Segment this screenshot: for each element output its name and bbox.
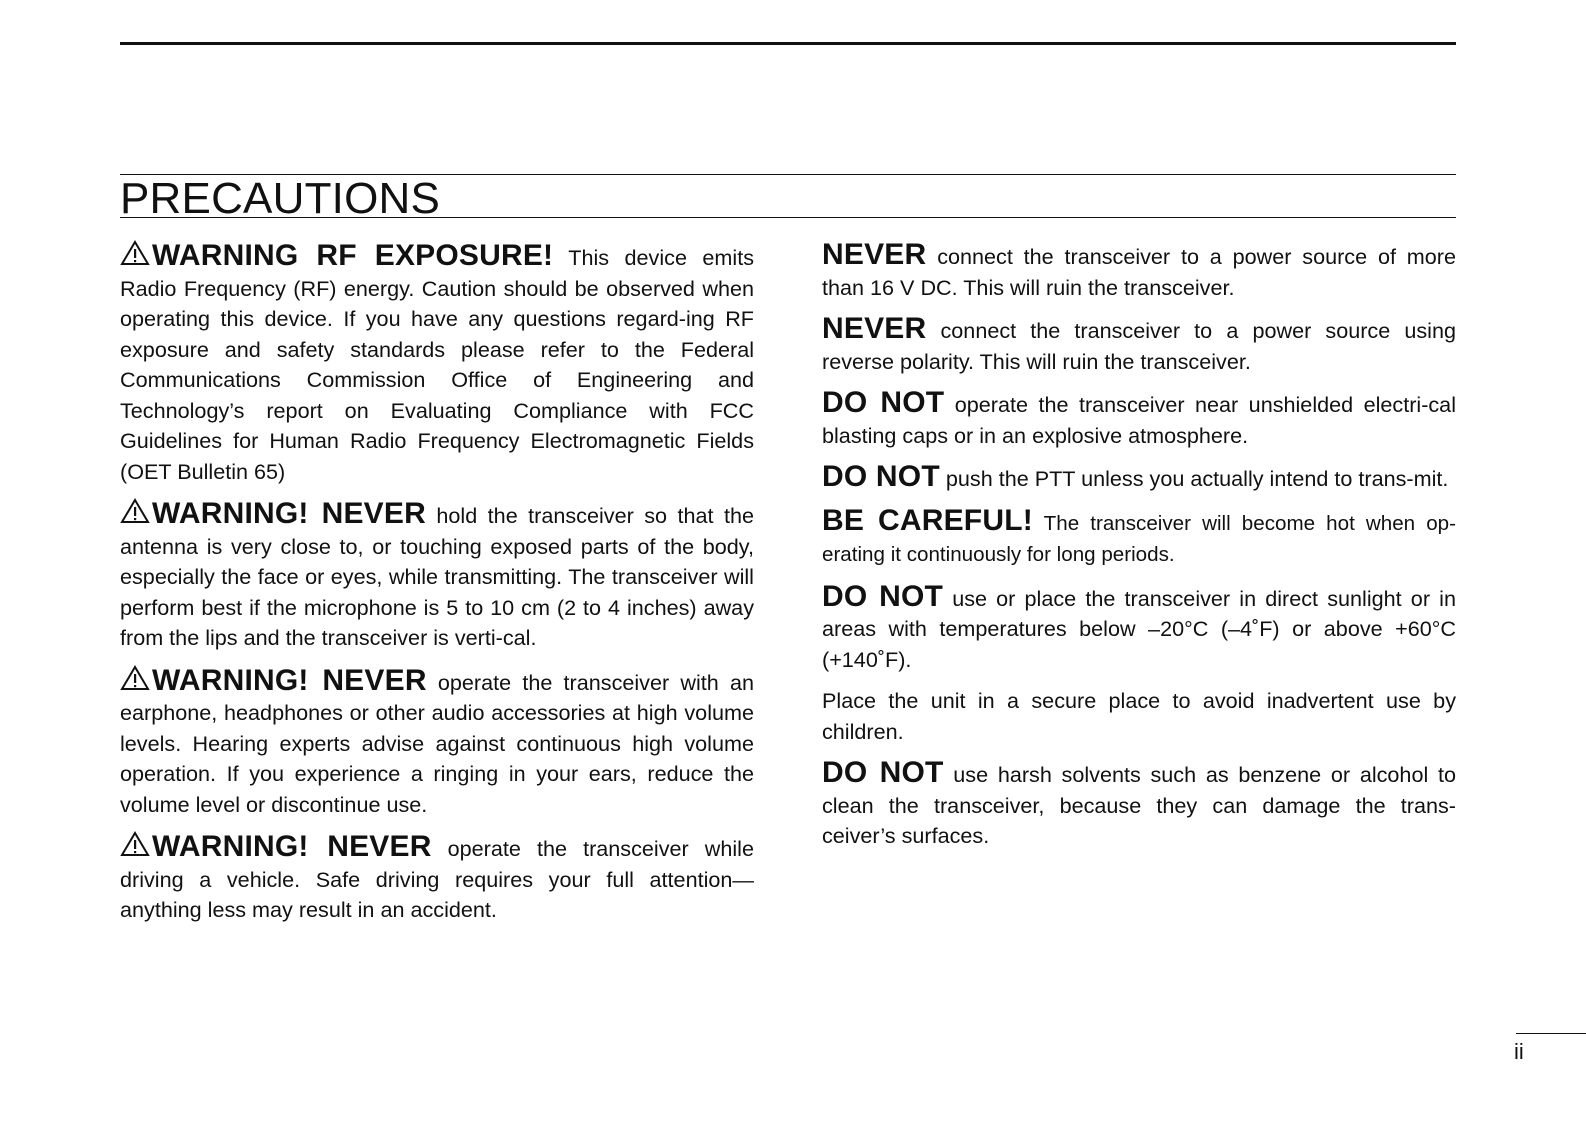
warning-lead: WARNING! NEVER bbox=[152, 497, 426, 530]
caution-body: The transceiver will become hot when op-erating it continuously for long periods. bbox=[822, 511, 1456, 566]
warning-lead: WARNING! NEVER bbox=[152, 663, 427, 697]
caution-item bbox=[822, 503, 1456, 571]
page-number-rule bbox=[1516, 1033, 1586, 1034]
caution-body: push the PTT unless you actually intend to trans-mit. bbox=[939, 466, 1449, 491]
caution-lead: DO NOT bbox=[822, 460, 940, 493]
caution-body: Place the unit in a secure place to avoid inadvertent use by children. bbox=[822, 688, 1456, 744]
caution-lead: DO NOT bbox=[822, 386, 945, 419]
caution-lead: BE CAREFUL! bbox=[822, 503, 1033, 537]
warning-lead: WARNING RF EXPOSURE! bbox=[152, 239, 554, 272]
caution-body: use harsh solvents such as benzene or alcohol to clean the transceiver, because they can damage the trans-ceiver’s surfaces. bbox=[822, 762, 1456, 848]
title-block bbox=[120, 174, 1456, 223]
caution-body: connect the transceiver to a power source of more than 16 V DC. This will ruin the transceiver. bbox=[822, 244, 1456, 300]
left-column bbox=[120, 240, 754, 937]
warning-body: hold the transceiver so that the antenna is very close to, or touching exposed parts of the body, especially the face or eyes, while transmitting. The transceiver will perform best if the microphone is 5 to 10 cm (2 to 4 inches) away from the lips and the transceiver is verti-cal. bbox=[120, 503, 754, 650]
warning-triangle-icon bbox=[120, 240, 150, 266]
caution-item bbox=[822, 579, 1456, 676]
warning-item bbox=[120, 498, 754, 654]
caution-item bbox=[822, 388, 1456, 451]
caution-lead: DO NOT bbox=[822, 756, 944, 789]
page-number: ii bbox=[1514, 1039, 1524, 1064]
warning-item bbox=[120, 240, 754, 487]
warning-triangle-icon bbox=[120, 831, 150, 857]
warning-item bbox=[120, 665, 754, 821]
warning-body: This device emits Radio Frequency (RF) energy. Caution should be observed when operating this device. If you have any questions regard-ing RF exposure and safety standards please refer to the Federal Communications Commission Office of Engineering and Technology’s report on Evaluating Compliance with FCC Guidelines for Human Radio Frequency Electromagnetic Fields (OET Bulletin 65) bbox=[120, 245, 754, 484]
top-rule bbox=[120, 42, 1456, 45]
caution-item bbox=[822, 686, 1456, 747]
warning-body: operate the transceiver with an earphone, headphones or other audio accessories at high volume levels. Hearing experts advise against continuous high volume operation. If you experience a ringing in your ears, reduce the volume level or discontinue use. bbox=[120, 669, 754, 817]
warning-triangle-icon bbox=[120, 665, 150, 691]
warning-triangle-icon bbox=[120, 498, 150, 524]
caution-body: connect the transceiver to a power source using reverse polarity. This will ruin the transceiver. bbox=[822, 318, 1456, 374]
warning-lead: WARNING! NEVER bbox=[152, 830, 432, 863]
caution-body: operate the transceiver near unshielded electri-cal blasting caps or in an explosive atmosphere. bbox=[822, 392, 1456, 448]
warning-body: operate the transceiver while driving a vehicle. Safe driving requires your full attention—anything less may result in an accident. bbox=[120, 836, 754, 922]
caution-item bbox=[822, 314, 1456, 377]
warning-item bbox=[120, 831, 754, 926]
right-column bbox=[822, 240, 1456, 863]
caution-item bbox=[822, 240, 1456, 303]
caution-lead: DO NOT bbox=[822, 579, 944, 613]
caution-item bbox=[822, 758, 1456, 852]
caution-item bbox=[822, 462, 1456, 495]
page-title: PRECAUTIONS bbox=[120, 174, 441, 223]
caution-lead: NEVER bbox=[822, 312, 927, 345]
caution-lead: NEVER bbox=[822, 238, 927, 271]
caution-body: use or place the transceiver in direct sunlight or in areas with temperatures below –20°C (–4˚F) or above +60°C (+140˚F). bbox=[822, 585, 1456, 672]
